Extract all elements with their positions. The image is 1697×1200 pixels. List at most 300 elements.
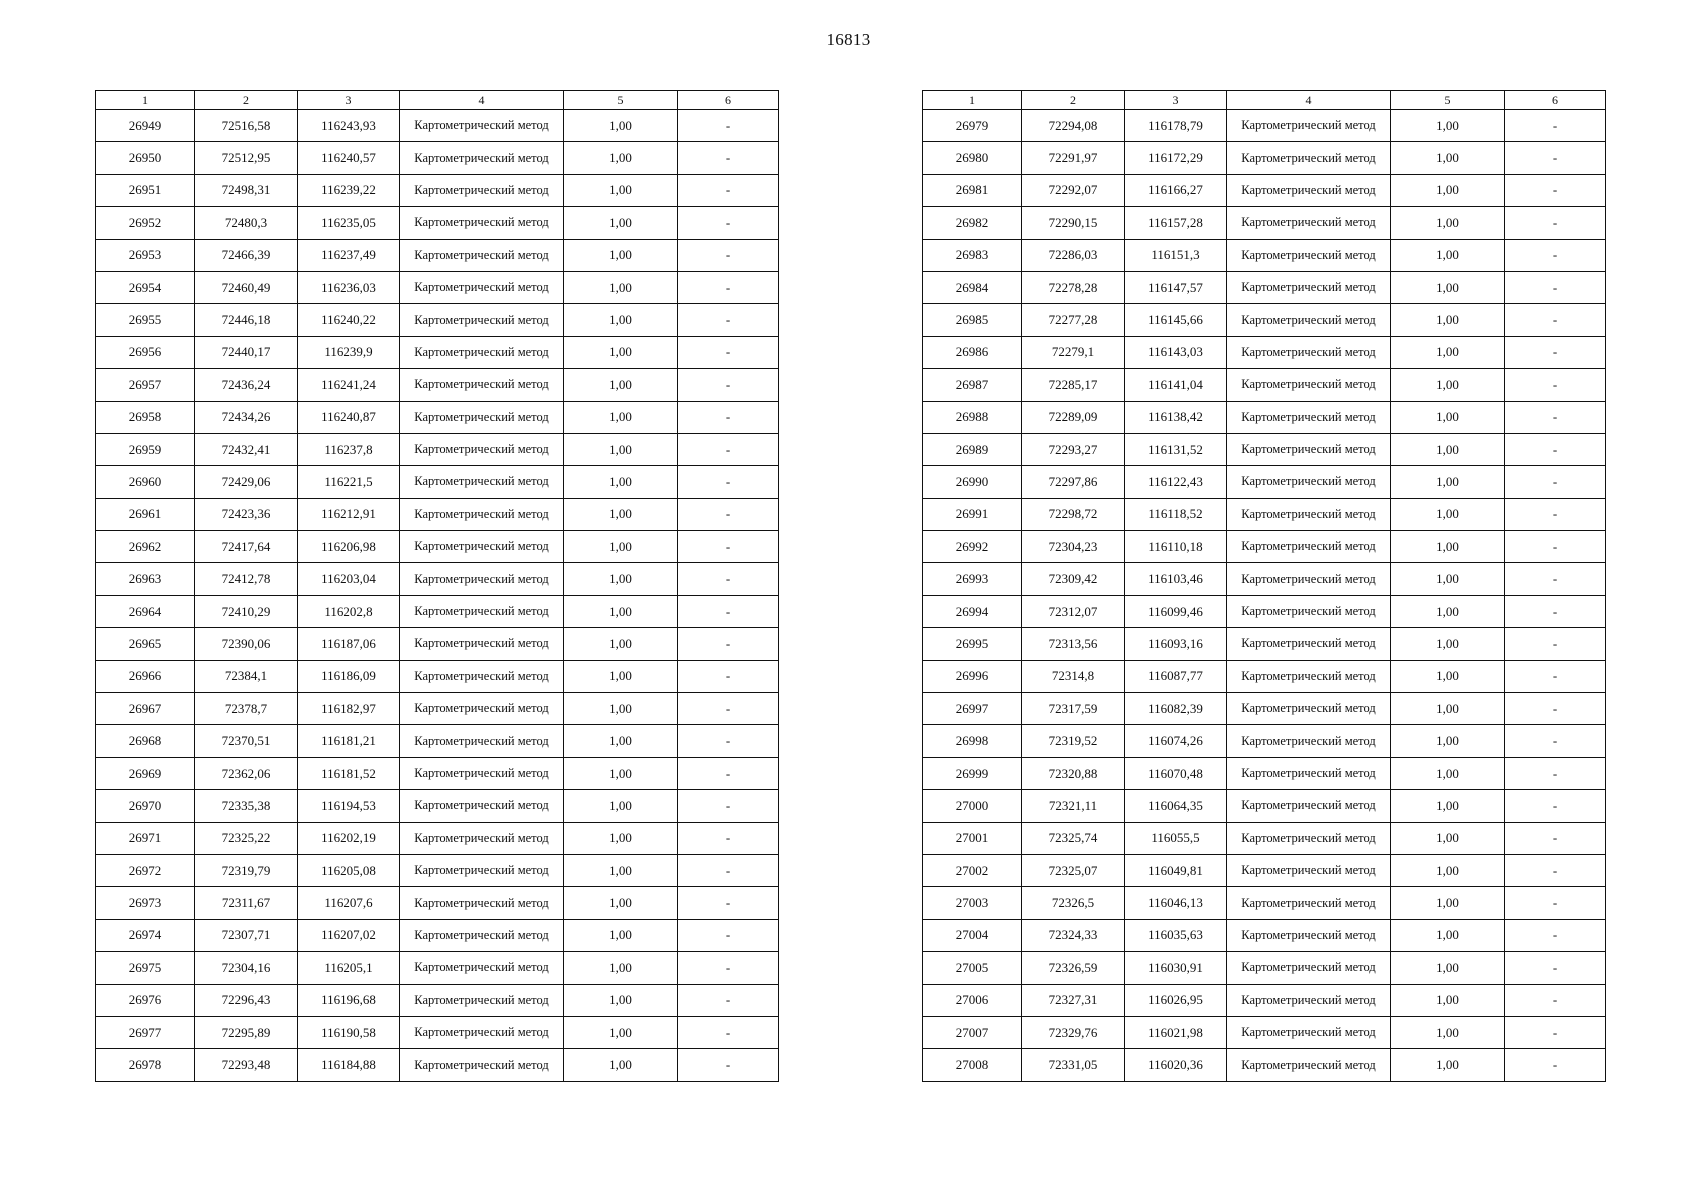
method-cell: Картометрический метод — [1227, 1049, 1391, 1081]
accuracy-cell: 1,00 — [564, 1049, 678, 1081]
table-row — [923, 110, 1606, 142]
accuracy-cell: 1,00 — [1391, 110, 1505, 142]
point-number-cell: 26970 — [96, 790, 195, 822]
table-row — [96, 304, 779, 336]
method-cell: Картометрический метод — [400, 790, 564, 822]
method-cell: Картометрический метод — [400, 887, 564, 919]
method-cell: Картометрический метод — [400, 1016, 564, 1048]
description-cell: - — [1505, 822, 1606, 854]
point-number-cell: 26995 — [923, 628, 1022, 660]
description-cell: - — [1505, 595, 1606, 627]
method-cell: Картометрический метод — [400, 693, 564, 725]
table-row — [96, 369, 779, 401]
description-cell: - — [678, 919, 779, 951]
x-coordinate-cell: 72319,79 — [195, 854, 298, 886]
accuracy-cell: 1,00 — [564, 239, 678, 271]
accuracy-cell: 1,00 — [1391, 369, 1505, 401]
table-row — [96, 595, 779, 627]
description-cell: - — [678, 595, 779, 627]
accuracy-cell: 1,00 — [564, 790, 678, 822]
x-coordinate-cell: 72290,15 — [1022, 207, 1125, 239]
accuracy-cell: 1,00 — [564, 142, 678, 174]
method-cell: Картометрический метод — [400, 174, 564, 206]
point-number-cell: 26959 — [96, 433, 195, 465]
x-coordinate-cell: 72512,95 — [195, 142, 298, 174]
x-coordinate-cell: 72291,97 — [1022, 142, 1125, 174]
y-coordinate-cell: 116020,36 — [1125, 1049, 1227, 1081]
method-cell: Картометрический метод — [400, 498, 564, 530]
x-coordinate-cell: 72321,11 — [1022, 790, 1125, 822]
y-coordinate-cell: 116181,21 — [298, 725, 400, 757]
accuracy-cell: 1,00 — [564, 919, 678, 951]
x-coordinate-cell: 72278,28 — [1022, 271, 1125, 303]
x-coordinate-cell: 72436,24 — [195, 369, 298, 401]
table-row — [96, 854, 779, 886]
point-number-cell: 26998 — [923, 725, 1022, 757]
description-cell: - — [1505, 1049, 1606, 1081]
description-cell: - — [678, 887, 779, 919]
x-coordinate-cell: 72314,8 — [1022, 660, 1125, 692]
column-header: 5 — [564, 91, 678, 110]
description-cell: - — [1505, 1016, 1606, 1048]
x-coordinate-cell: 72480,3 — [195, 207, 298, 239]
x-coordinate-cell: 72293,27 — [1022, 433, 1125, 465]
accuracy-cell: 1,00 — [564, 563, 678, 595]
description-cell: - — [1505, 531, 1606, 563]
description-cell: - — [678, 563, 779, 595]
point-number-cell: 26988 — [923, 401, 1022, 433]
y-coordinate-cell: 116138,42 — [1125, 401, 1227, 433]
method-cell: Картометрический метод — [1227, 271, 1391, 303]
y-coordinate-cell: 116206,98 — [298, 531, 400, 563]
column-header: 4 — [400, 91, 564, 110]
coordinates-table-right — [922, 90, 1606, 1082]
description-cell: - — [678, 984, 779, 1016]
description-cell: - — [678, 1049, 779, 1081]
point-number-cell: 26961 — [96, 498, 195, 530]
description-cell: - — [678, 239, 779, 271]
x-coordinate-cell: 72297,86 — [1022, 466, 1125, 498]
table-row — [96, 239, 779, 271]
x-coordinate-cell: 72312,07 — [1022, 595, 1125, 627]
table-row — [923, 563, 1606, 595]
point-number-cell: 26976 — [96, 984, 195, 1016]
table-row — [96, 1016, 779, 1048]
point-number-cell: 26963 — [96, 563, 195, 595]
method-cell: Картометрический метод — [1227, 984, 1391, 1016]
point-number-cell: 26949 — [96, 110, 195, 142]
table-row — [923, 174, 1606, 206]
description-cell: - — [678, 207, 779, 239]
x-coordinate-cell: 72329,76 — [1022, 1016, 1125, 1048]
y-coordinate-cell: 116064,35 — [1125, 790, 1227, 822]
description-cell: - — [678, 952, 779, 984]
accuracy-cell: 1,00 — [1391, 304, 1505, 336]
point-number-cell: 26987 — [923, 369, 1022, 401]
x-coordinate-cell: 72434,26 — [195, 401, 298, 433]
method-cell: Картометрический метод — [400, 854, 564, 886]
accuracy-cell: 1,00 — [1391, 531, 1505, 563]
accuracy-cell: 1,00 — [1391, 595, 1505, 627]
x-coordinate-cell: 72293,48 — [195, 1049, 298, 1081]
x-coordinate-cell: 72296,43 — [195, 984, 298, 1016]
method-cell: Картометрический метод — [1227, 563, 1391, 595]
point-number-cell: 26957 — [96, 369, 195, 401]
point-number-cell: 26956 — [96, 336, 195, 368]
y-coordinate-cell: 116187,06 — [298, 628, 400, 660]
description-cell: - — [1505, 433, 1606, 465]
accuracy-cell: 1,00 — [1391, 1049, 1505, 1081]
point-number-cell: 26986 — [923, 336, 1022, 368]
table-row — [96, 498, 779, 530]
accuracy-cell: 1,00 — [564, 628, 678, 660]
point-number-cell: 27000 — [923, 790, 1022, 822]
method-cell: Картометрический метод — [1227, 854, 1391, 886]
description-cell: - — [1505, 563, 1606, 595]
x-coordinate-cell: 72327,31 — [1022, 984, 1125, 1016]
method-cell: Картометрический метод — [400, 822, 564, 854]
x-coordinate-cell: 72324,33 — [1022, 919, 1125, 951]
point-number-cell: 26972 — [96, 854, 195, 886]
description-cell: - — [1505, 854, 1606, 886]
point-number-cell: 26980 — [923, 142, 1022, 174]
table-row — [923, 433, 1606, 465]
y-coordinate-cell: 116178,79 — [1125, 110, 1227, 142]
table-row — [923, 919, 1606, 951]
method-cell: Картометрический метод — [1227, 595, 1391, 627]
method-cell: Картометрический метод — [1227, 919, 1391, 951]
method-cell: Картометрический метод — [400, 271, 564, 303]
table-row — [923, 595, 1606, 627]
method-cell: Картометрический метод — [400, 1049, 564, 1081]
description-cell: - — [1505, 984, 1606, 1016]
accuracy-cell: 1,00 — [564, 369, 678, 401]
y-coordinate-cell: 116194,53 — [298, 790, 400, 822]
point-number-cell: 26955 — [96, 304, 195, 336]
y-coordinate-cell: 116172,29 — [1125, 142, 1227, 174]
table-row — [96, 757, 779, 789]
point-number-cell: 26968 — [96, 725, 195, 757]
description-cell: - — [678, 660, 779, 692]
point-number-cell: 26977 — [96, 1016, 195, 1048]
point-number-cell: 26996 — [923, 660, 1022, 692]
accuracy-cell: 1,00 — [564, 887, 678, 919]
point-number-cell: 27004 — [923, 919, 1022, 951]
description-cell: - — [678, 401, 779, 433]
description-cell: - — [1505, 174, 1606, 206]
table-row — [923, 531, 1606, 563]
point-number-cell: 26997 — [923, 693, 1022, 725]
method-cell: Картометрический метод — [1227, 174, 1391, 206]
description-cell: - — [1505, 952, 1606, 984]
description-cell: - — [1505, 628, 1606, 660]
y-coordinate-cell: 116181,52 — [298, 757, 400, 789]
point-number-cell: 26953 — [96, 239, 195, 271]
x-coordinate-cell: 72304,23 — [1022, 531, 1125, 563]
x-coordinate-cell: 72370,51 — [195, 725, 298, 757]
table-row — [96, 1049, 779, 1081]
accuracy-cell: 1,00 — [564, 207, 678, 239]
table-row — [923, 336, 1606, 368]
description-cell: - — [1505, 887, 1606, 919]
y-coordinate-cell: 116030,91 — [1125, 952, 1227, 984]
table-body — [923, 110, 1606, 1082]
method-cell: Картометрический метод — [1227, 725, 1391, 757]
accuracy-cell: 1,00 — [564, 110, 678, 142]
y-coordinate-cell: 116240,87 — [298, 401, 400, 433]
y-coordinate-cell: 116212,91 — [298, 498, 400, 530]
y-coordinate-cell: 116240,57 — [298, 142, 400, 174]
y-coordinate-cell: 116143,03 — [1125, 336, 1227, 368]
accuracy-cell: 1,00 — [564, 757, 678, 789]
table-row — [96, 207, 779, 239]
column-header: 2 — [1022, 91, 1125, 110]
point-number-cell: 26958 — [96, 401, 195, 433]
x-coordinate-cell: 72304,16 — [195, 952, 298, 984]
table-row — [96, 660, 779, 692]
accuracy-cell: 1,00 — [564, 1016, 678, 1048]
x-coordinate-cell: 72378,7 — [195, 693, 298, 725]
x-coordinate-cell: 72466,39 — [195, 239, 298, 271]
table-row — [96, 466, 779, 498]
column-header: 1 — [923, 91, 1022, 110]
column-header: 2 — [195, 91, 298, 110]
description-cell: - — [678, 1016, 779, 1048]
x-coordinate-cell: 72319,52 — [1022, 725, 1125, 757]
table-row — [96, 984, 779, 1016]
y-coordinate-cell: 116110,18 — [1125, 531, 1227, 563]
description-cell: - — [678, 725, 779, 757]
table-row — [96, 790, 779, 822]
x-coordinate-cell: 72286,03 — [1022, 239, 1125, 271]
method-cell: Картометрический метод — [400, 952, 564, 984]
y-coordinate-cell: 116166,27 — [1125, 174, 1227, 206]
y-coordinate-cell: 116184,88 — [298, 1049, 400, 1081]
y-coordinate-cell: 116196,68 — [298, 984, 400, 1016]
description-cell: - — [678, 854, 779, 886]
description-cell: - — [678, 142, 779, 174]
table-row — [96, 174, 779, 206]
table-row — [96, 142, 779, 174]
accuracy-cell: 1,00 — [1391, 401, 1505, 433]
method-cell: Картометрический метод — [1227, 887, 1391, 919]
x-coordinate-cell: 72285,17 — [1022, 369, 1125, 401]
y-coordinate-cell: 116118,52 — [1125, 498, 1227, 530]
y-coordinate-cell: 116070,48 — [1125, 757, 1227, 789]
x-coordinate-cell: 72498,31 — [195, 174, 298, 206]
accuracy-cell: 1,00 — [1391, 693, 1505, 725]
table-row — [923, 271, 1606, 303]
point-number-cell: 26985 — [923, 304, 1022, 336]
table-row — [96, 433, 779, 465]
x-coordinate-cell: 72309,42 — [1022, 563, 1125, 595]
method-cell: Картометрический метод — [1227, 628, 1391, 660]
y-coordinate-cell: 116157,28 — [1125, 207, 1227, 239]
method-cell: Картометрический метод — [1227, 822, 1391, 854]
y-coordinate-cell: 116239,9 — [298, 336, 400, 368]
method-cell: Картометрический метод — [1227, 239, 1391, 271]
x-coordinate-cell: 72320,88 — [1022, 757, 1125, 789]
y-coordinate-cell: 116243,93 — [298, 110, 400, 142]
method-cell: Картометрический метод — [1227, 369, 1391, 401]
point-number-cell: 26952 — [96, 207, 195, 239]
table-row — [923, 822, 1606, 854]
y-coordinate-cell: 116236,03 — [298, 271, 400, 303]
y-coordinate-cell: 116182,97 — [298, 693, 400, 725]
description-cell: - — [1505, 725, 1606, 757]
y-coordinate-cell: 116241,24 — [298, 369, 400, 401]
table-row — [923, 239, 1606, 271]
accuracy-cell: 1,00 — [564, 271, 678, 303]
y-coordinate-cell: 116099,46 — [1125, 595, 1227, 627]
accuracy-cell: 1,00 — [564, 336, 678, 368]
table-row — [96, 563, 779, 595]
x-coordinate-cell: 72292,07 — [1022, 174, 1125, 206]
accuracy-cell: 1,00 — [1391, 142, 1505, 174]
column-header: 3 — [298, 91, 400, 110]
point-number-cell: 27008 — [923, 1049, 1022, 1081]
table-row — [96, 919, 779, 951]
description-cell: - — [1505, 919, 1606, 951]
y-coordinate-cell: 116237,49 — [298, 239, 400, 271]
table-row — [96, 725, 779, 757]
table-row — [923, 757, 1606, 789]
accuracy-cell: 1,00 — [564, 531, 678, 563]
description-cell: - — [1505, 271, 1606, 303]
accuracy-cell: 1,00 — [1391, 498, 1505, 530]
point-number-cell: 26981 — [923, 174, 1022, 206]
y-coordinate-cell: 116147,57 — [1125, 271, 1227, 303]
table-row — [923, 887, 1606, 919]
y-coordinate-cell: 116145,66 — [1125, 304, 1227, 336]
table-row — [96, 693, 779, 725]
page-number: 16813 — [826, 30, 871, 49]
x-coordinate-cell: 72317,59 — [1022, 693, 1125, 725]
y-coordinate-cell: 116239,22 — [298, 174, 400, 206]
table-row — [923, 725, 1606, 757]
description-cell: - — [678, 336, 779, 368]
point-number-cell: 26975 — [96, 952, 195, 984]
description-cell: - — [678, 433, 779, 465]
point-number-cell: 26951 — [96, 174, 195, 206]
x-coordinate-cell: 72423,36 — [195, 498, 298, 530]
table-row — [96, 628, 779, 660]
description-cell: - — [1505, 304, 1606, 336]
point-number-cell: 26967 — [96, 693, 195, 725]
point-number-cell: 26960 — [96, 466, 195, 498]
accuracy-cell: 1,00 — [1391, 239, 1505, 271]
method-cell: Картометрический метод — [1227, 433, 1391, 465]
description-cell: - — [1505, 110, 1606, 142]
method-cell: Картометрический метод — [1227, 498, 1391, 530]
x-coordinate-cell: 72440,17 — [195, 336, 298, 368]
method-cell: Картометрический метод — [400, 239, 564, 271]
description-cell: - — [1505, 466, 1606, 498]
x-coordinate-cell: 72516,58 — [195, 110, 298, 142]
point-number-cell: 26969 — [96, 757, 195, 789]
y-coordinate-cell: 116122,43 — [1125, 466, 1227, 498]
y-coordinate-cell: 116087,77 — [1125, 660, 1227, 692]
x-coordinate-cell: 72390,06 — [195, 628, 298, 660]
method-cell: Картометрический метод — [400, 466, 564, 498]
table-row — [923, 498, 1606, 530]
y-coordinate-cell: 116026,95 — [1125, 984, 1227, 1016]
method-cell: Картометрический метод — [1227, 693, 1391, 725]
description-cell: - — [1505, 693, 1606, 725]
x-coordinate-cell: 72325,07 — [1022, 854, 1125, 886]
table-row — [923, 304, 1606, 336]
description-cell: - — [1505, 401, 1606, 433]
method-cell: Картометрический метод — [1227, 660, 1391, 692]
accuracy-cell: 1,00 — [1391, 757, 1505, 789]
x-coordinate-cell: 72325,22 — [195, 822, 298, 854]
x-coordinate-cell: 72362,06 — [195, 757, 298, 789]
accuracy-cell: 1,00 — [564, 433, 678, 465]
point-number-cell: 26973 — [96, 887, 195, 919]
x-coordinate-cell: 72326,59 — [1022, 952, 1125, 984]
accuracy-cell: 1,00 — [564, 498, 678, 530]
point-number-cell: 26992 — [923, 531, 1022, 563]
method-cell: Картометрический метод — [1227, 1016, 1391, 1048]
y-coordinate-cell: 116237,8 — [298, 433, 400, 465]
table-row — [96, 887, 779, 919]
table-header-row — [96, 91, 779, 110]
description-cell: - — [1505, 207, 1606, 239]
accuracy-cell: 1,00 — [1391, 466, 1505, 498]
y-coordinate-cell: 116186,09 — [298, 660, 400, 692]
description-cell: - — [1505, 757, 1606, 789]
table-row — [96, 531, 779, 563]
description-cell: - — [1505, 498, 1606, 530]
accuracy-cell: 1,00 — [564, 660, 678, 692]
table-row — [96, 952, 779, 984]
y-coordinate-cell: 116151,3 — [1125, 239, 1227, 271]
point-number-cell: 26965 — [96, 628, 195, 660]
column-header: 1 — [96, 91, 195, 110]
x-coordinate-cell: 72298,72 — [1022, 498, 1125, 530]
description-cell: - — [678, 110, 779, 142]
description-cell: - — [678, 466, 779, 498]
point-number-cell: 26989 — [923, 433, 1022, 465]
method-cell: Картометрический метод — [400, 304, 564, 336]
table-header-row — [923, 91, 1606, 110]
point-number-cell: 26971 — [96, 822, 195, 854]
description-cell: - — [678, 757, 779, 789]
description-cell: - — [1505, 369, 1606, 401]
x-coordinate-cell: 72412,78 — [195, 563, 298, 595]
x-coordinate-cell: 72432,41 — [195, 433, 298, 465]
column-header: 6 — [1505, 91, 1606, 110]
point-number-cell: 26978 — [96, 1049, 195, 1081]
x-coordinate-cell: 72410,29 — [195, 595, 298, 627]
table-row — [96, 110, 779, 142]
accuracy-cell: 1,00 — [564, 595, 678, 627]
accuracy-cell: 1,00 — [1391, 433, 1505, 465]
y-coordinate-cell: 116207,6 — [298, 887, 400, 919]
point-number-cell: 27005 — [923, 952, 1022, 984]
table-row — [923, 207, 1606, 239]
y-coordinate-cell: 116202,19 — [298, 822, 400, 854]
point-number-cell: 26990 — [923, 466, 1022, 498]
accuracy-cell: 1,00 — [1391, 174, 1505, 206]
description-cell: - — [678, 174, 779, 206]
accuracy-cell: 1,00 — [1391, 790, 1505, 822]
x-coordinate-cell: 72331,05 — [1022, 1049, 1125, 1081]
table-row — [923, 854, 1606, 886]
accuracy-cell: 1,00 — [564, 984, 678, 1016]
y-coordinate-cell: 116093,16 — [1125, 628, 1227, 660]
method-cell: Картометрический метод — [400, 433, 564, 465]
